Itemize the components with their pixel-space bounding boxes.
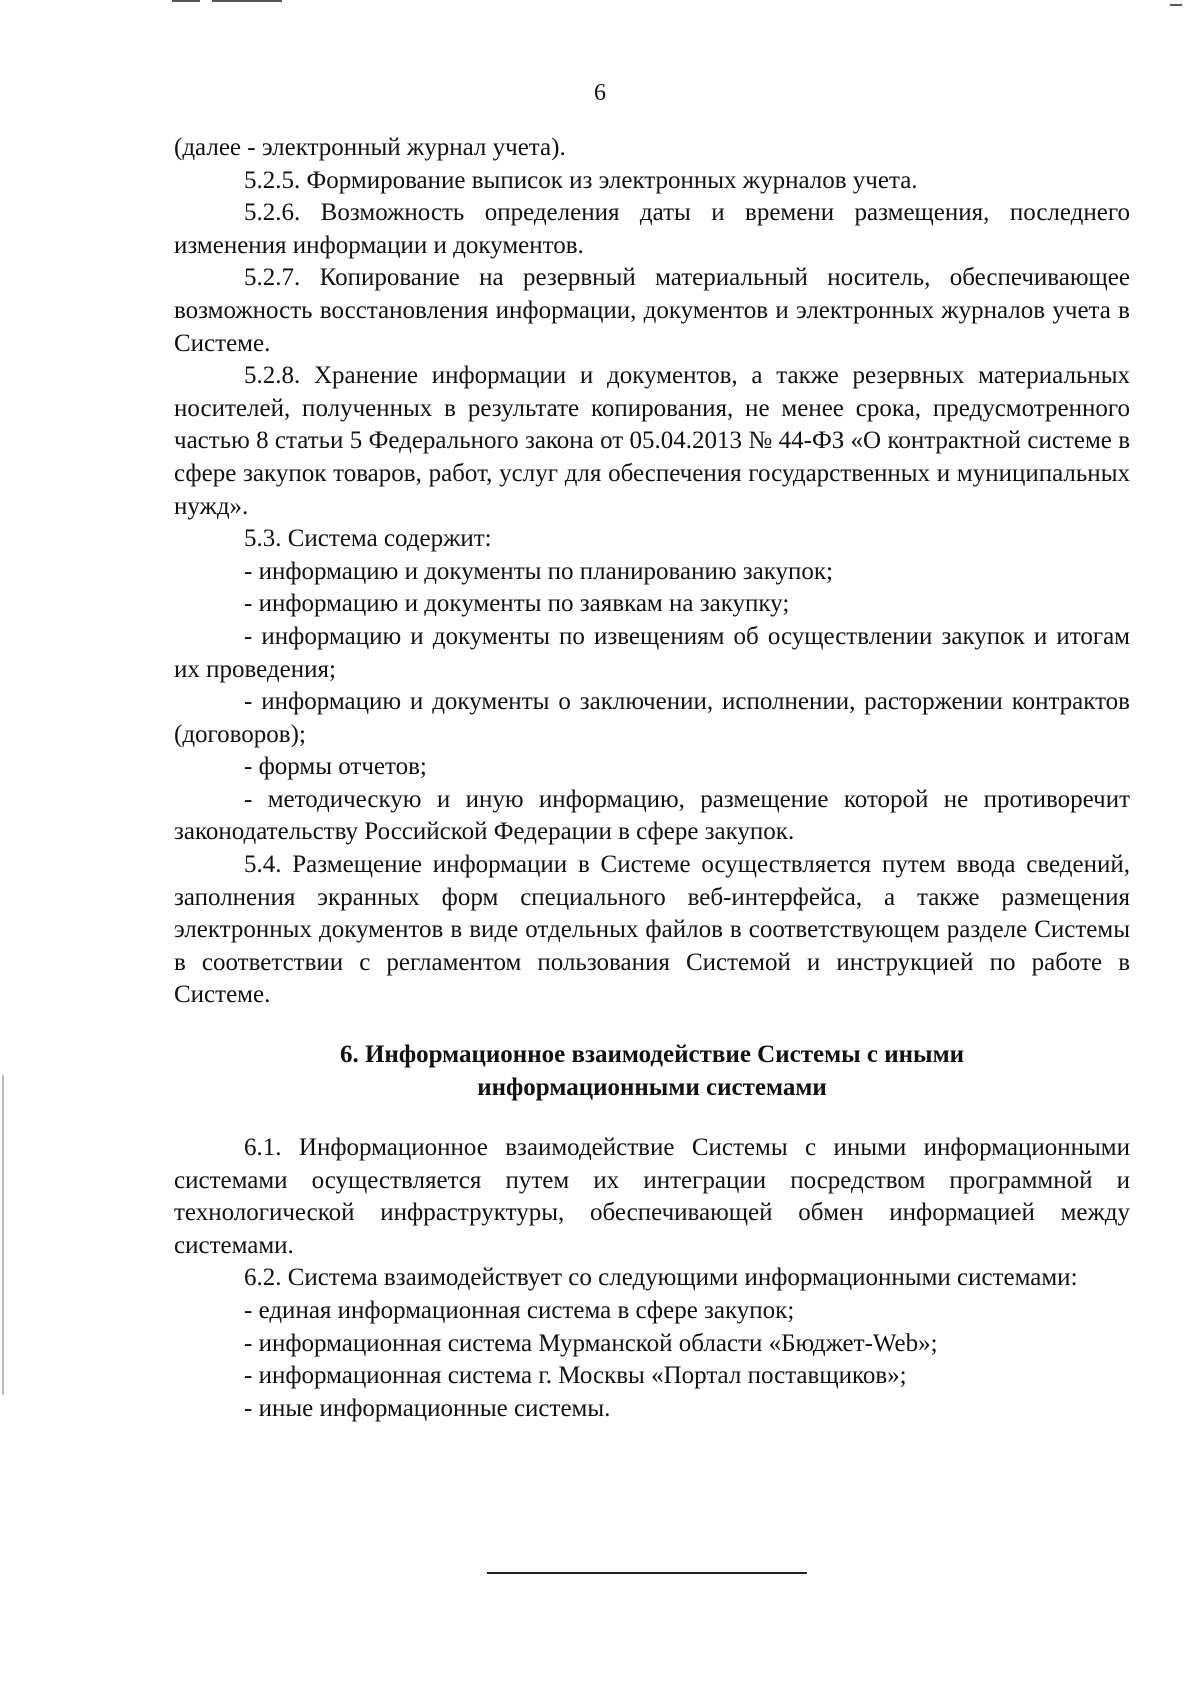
paragraph-5-2-8: 5.2.8. Хранение информации и документов, а также резервных материальных носителей, полученных в результате копирования, не менее срока, предусмотренного частью 8 статьи 5 Федерального закона от 05.04.2013 № 44-ФЗ «О контрактной системе в сфере закупок товаров, работ, услуг для обеспечения государственных и муниципальных нужд». [174, 362, 1130, 520]
scan-artifact-top-1 [172, 0, 200, 2]
paragraph-5-2-6: 5.2.6. Возможность определения даты и времени размещения, последнего изменения информации и документов. [174, 199, 1130, 259]
list-item-5-3-c: - информацию и документы по извещениям об осуществлении закупок и итогам их проведения; [174, 622, 1130, 683]
list-item-6-2-c: - информационная система г. Москвы «Портал поставщиков»; [244, 1362, 907, 1390]
list-item-6-2-b: - информационная система Мурманской области «Бюджет-Web»; [244, 1329, 938, 1357]
list-item-5-3-f: - методическую и иную информацию, размещение которой не противоречит законодательству Российской Федерации в сфере закупок. [174, 785, 1130, 846]
scan-artifact-top-2 [212, 0, 282, 2]
paragraph-continuation: (далее - электронный журнал учета). [174, 134, 566, 161]
end-of-document-rule [487, 1572, 807, 1574]
paragraph-5-3: 5.3. Система содержит: [244, 525, 492, 553]
scan-artifact-left-edge [2, 1075, 4, 1395]
list-item-6-2-a: - единая информационная система в сфере закупок; [244, 1297, 795, 1324]
list-item-5-3-d: - информацию и документы о заключении, исполнении, расторжении контрактов (договоров); [174, 688, 1130, 748]
paragraph-6-2: 6.2. Система взаимодействует со следующими информационными системами: [244, 1264, 1078, 1292]
list-item-5-3-a: - информацию и документы по планированию закупок; [244, 557, 833, 585]
section-heading-6: 6. Информационное взаимодействие Системы с иными информационными системами [339, 1041, 965, 1102]
paragraph-5-4: 5.4. Размещение информации в Системе осуществляется путем ввода сведений, заполнения экранных форм специального веб-интерфейса, а также размещения электронных документов в виде отдельных файлов в соответствующем разделе Системы в соответствии с регламентом пользования Системой и инструкцией по работе в Системе. [174, 851, 1130, 1009]
page-number: 6 [594, 80, 606, 106]
paragraph-6-1: 6.1. Информационное взаимодействие Системы с иными информационными системами осуществляется путем их интеграции посредством программной и технологической инфраструктуры, обеспечивающей обмен информацией между системами. [174, 1134, 1130, 1259]
paragraph-5-2-7: 5.2.7. Копирование на резервный материальный носитель, обеспечивающее возможность восстановления информации, документов и электронных журналов учета в Системе. [174, 264, 1130, 357]
scan-artifact-top-3 [1170, 4, 1182, 6]
list-item-5-3-b: - информацию и документы по заявкам на закупку; [244, 590, 790, 618]
list-item-5-3-e: - формы отчетов; [244, 753, 427, 781]
document-body [174, 132, 1130, 1425]
list-item-6-2-d: - иные информационные системы. [244, 1394, 611, 1422]
paragraph-5-2-5: 5.2.5. Формирование выписок из электронных журналов учета. [244, 166, 918, 194]
